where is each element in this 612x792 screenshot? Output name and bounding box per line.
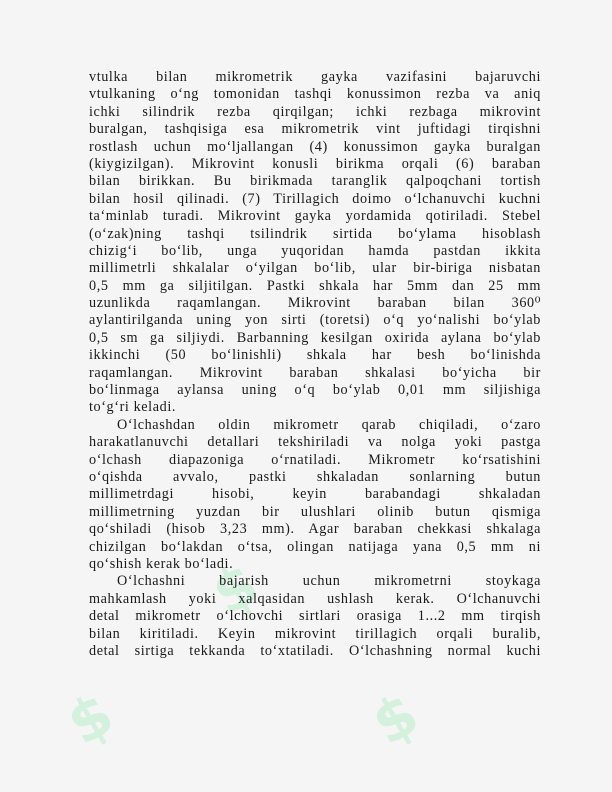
text-line: vtulkaning o‘ng tomonidan tashqi konussimon rezba va aniq [89, 86, 541, 103]
text-line: ta‘minlab turadi. Mikrovint gayka yordamida qotiriladi. Stebel [89, 208, 541, 225]
text-line: bo‘linmaga aylansa uning o‘q bo‘ylab 0,01 mm siljishiga [89, 382, 541, 399]
text-line: bilan hosil qilinadi. (7) Tirillagich doimo o‘lchanuvchi kuchni [89, 190, 541, 207]
text-line: millimetrdagi hisobi, keyin barabandagi shkaladan [89, 486, 541, 503]
text-line: uzunlikda raqamlangan. Mikrovint baraban bilan 360⁰ [89, 295, 541, 312]
text-line: o‘lchash diapazoniga o‘rnatiladi. Mikrometr ko‘rsatishini [89, 451, 541, 468]
text-line: detal mikrometr o‘lchovchi sirtlari orasiga 1...2 mm tirqish [89, 608, 541, 625]
text-line: 0,5 mm ga siljitilgan. Pastki shkala har 5mm dan 25 mm [89, 277, 541, 294]
text-line: millimetrli shkalalar o‘yilgan bo‘lib, ular bir-biriga nisbatan [89, 260, 541, 277]
watermark-logo: $ [360, 679, 430, 759]
watermark-logo: $ [55, 679, 125, 759]
text-line: 0,5 sm ga siljiydi. Barbanning kesilgan oxirida aylana bo‘ylab [89, 329, 541, 346]
text-line: millimetrning yuzdan bir ulushlari olinib butun qismiga [89, 503, 541, 520]
text-line: ikkinchi (50 bo‘linishli) shkala har besh bo‘linishda [89, 347, 541, 364]
text-line: detal sirtiga tekkanda to‘xtatiladi. O‘lchashning normal kuchi [89, 642, 541, 659]
text-line: (kiygizilgan). Mikrovint konusli birikma orqali (6) baraban [89, 155, 541, 172]
text-line: rostlash uchun mo‘ljallangan (4) konussimon gayka buralgan [89, 138, 541, 155]
text-line: vtulka bilan mikrometrik gayka vazifasini bajaruvchi [89, 69, 541, 85]
text-line: (o‘zak)ning tashqi tsilindrik sirtida bo‘ylama hisoblash [89, 225, 541, 242]
text-line: aylantirilganda uning yon sirti (toretsi) o‘q yo‘nalishi bo‘ylab [89, 312, 541, 329]
text-line: chizig‘i bo‘lib, unga yuqoridan hamda pastdan ikkita [89, 242, 541, 259]
text-line: O‘lchashni bajarish uchun mikrometrni stoykaga [117, 573, 541, 590]
text-line: qo‘shish kerak bo‘ladi. [89, 555, 234, 572]
text-line: ichki silindrik rezba qirqilgan; ichki rezbaga mikrovint [89, 103, 541, 120]
body-text [89, 69, 541, 660]
text-line: raqamlangan. Mikrovint baraban shkalasi bo‘yicha bir [89, 364, 541, 381]
text-line: chizilgan bo‘lakdan o‘tsa, olingan natijaga yana 0,5 mm ni [89, 538, 541, 555]
text-line: harakatlanuvchi detallari tekshiriladi va nolga yoki pastga [89, 434, 541, 451]
text-line: buralgan, tashqisiga esa mikrometrik vint juftidagi tirqishni [89, 121, 541, 138]
text-line: qo‘shiladi (hisob 3,23 mm). Agar baraban chekkasi shkalaga [89, 521, 541, 538]
text-line: mahkamlash yoki xalqasidan ushlash kerak. O‘lchanuvchi [89, 590, 541, 607]
text-line: to‘g‘ri keladi. [89, 399, 177, 416]
text-line: bilan birikkan. Bu birikmada taranglik qalpoqchani tortish [89, 173, 541, 190]
text-line: O‘lchashdan oldin mikrometr qarab chiqiladi, o‘zaro [117, 416, 541, 433]
watermark-logo: $ [200, 549, 270, 629]
text-line: o‘qishda avvalo, pastki shkaladan sonlarning butun [89, 468, 541, 485]
text-line: bilan kiritiladi. Keyin mikrovint tirillagich orqali buralib, [89, 625, 541, 642]
